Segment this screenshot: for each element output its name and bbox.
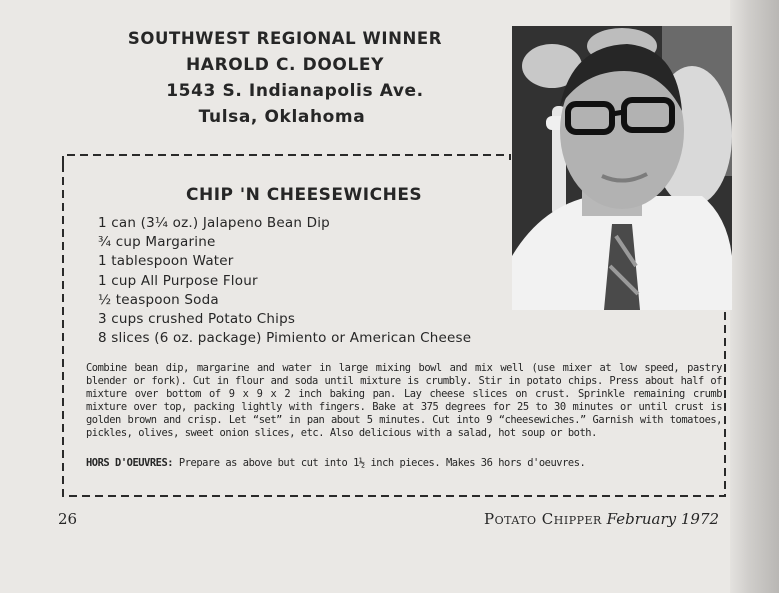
publication-name: Potato Chipper bbox=[484, 510, 602, 528]
award-title: SOUTHWEST REGIONAL WINNER bbox=[127, 29, 443, 48]
page-edge-shadow bbox=[730, 0, 779, 593]
winner-street: 1543 S. Indianapolis Ave. bbox=[166, 81, 424, 101]
hors-doeuvres-label: HORS D'OEUVRES: bbox=[86, 457, 174, 469]
magazine-footer bbox=[484, 510, 719, 528]
ingredient-item: 1 cup All Purpose Flour bbox=[98, 272, 258, 289]
winner-header bbox=[110, 26, 460, 130]
issue-date: February 1972 bbox=[606, 510, 720, 528]
recipe-title: CHIP 'N CHEESEWICHES bbox=[186, 185, 423, 205]
hors-doeuvres-note bbox=[86, 457, 722, 470]
ingredient-item: 8 slices (6 oz. package) Pimiento or American Cheese bbox=[98, 330, 472, 347]
ingredient-item: ¾ cup Margarine bbox=[98, 234, 216, 251]
winner-city: Tulsa, Oklahoma bbox=[198, 107, 366, 127]
winner-name: HAROLD C. DOOLEY bbox=[185, 55, 384, 75]
ingredient-item: 1 can (3¼ oz.) Jalapeno Bean Dip bbox=[98, 215, 330, 231]
page-number: 26 bbox=[58, 510, 78, 528]
recipe-directions: Combine bean dip, margarine and water in large mixing bowl and mix well (use mixer at low speed, pastry blender or fork). Cut in flour and soda until mixture is crumbly. Stir in potato chips. Press about half of mixture over bottom of 9 x 9 x 2 inch baking pan. Lay cheese slices on crust. Sprinkle remaining crumb mixture over top, packing lightly with fingers. Bake at 375 degrees for 25 to 30 minutes or until crust is golden brown and crisp. Let “set” in pan about 5 minutes. Cut into 9 “cheesewiches.” Garnish with tomatoes, pickles, olives, sweet onion slices, etc. Also delicious with a salad, hot soup or both. bbox=[86, 362, 722, 440]
hors-doeuvres-text: Prepare as above but cut into 1½ inch pieces. Makes 36 hors d'oeuvres. bbox=[178, 457, 586, 469]
ingredient-item: 3 cups crushed Potato Chips bbox=[98, 311, 296, 328]
ingredient-item: 1 tablespoon Water bbox=[98, 253, 234, 270]
ingredient-item: ½ teaspoon Soda bbox=[98, 291, 219, 308]
ingredient-list bbox=[98, 214, 471, 348]
